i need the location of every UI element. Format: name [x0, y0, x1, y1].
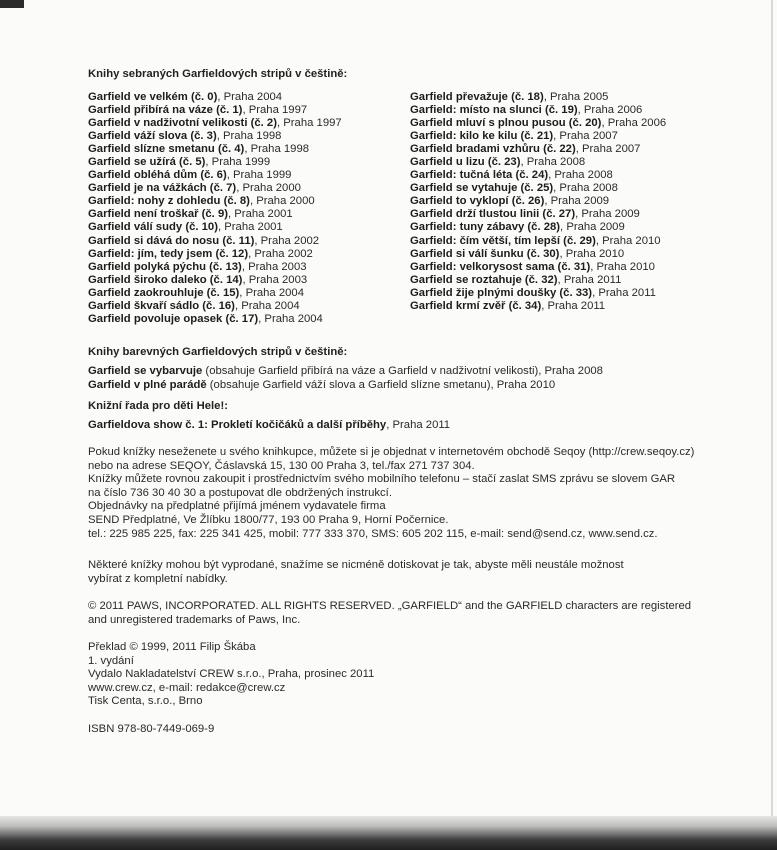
book-title: Garfield váží slova (č. 3)	[88, 130, 217, 143]
book-details: , Praha 2010	[590, 260, 655, 273]
book-title: Garfield polyká pýchu (č. 13)	[88, 260, 242, 273]
text-line: tel.: 225 985 225, fax: 225 341 425, mobil: 777 333 370, SMS: 605 202 115, e-mail: send@send.cz, www.send.cz.	[88, 527, 658, 540]
text-line: 1. vydání	[88, 654, 134, 667]
book-title: Garfield: čím větší, tím lepší (č. 29)	[410, 234, 596, 247]
book-entry	[88, 419, 450, 432]
book-details: , Praha 1998	[216, 130, 282, 143]
book-details: , Praha 1997	[242, 104, 308, 117]
book-entry	[88, 274, 342, 287]
book-entry	[410, 195, 666, 208]
book-entry	[88, 182, 342, 195]
book-title: Garfield se vytahuje (č. 25)	[410, 182, 554, 195]
book-details: , Praha 2011	[592, 286, 656, 299]
book-entry	[410, 169, 666, 182]
scan-edge-mark	[0, 0, 24, 8]
text-line: Pokud knížky neseženete u svého knihkupce, můžete si je objednat v internetovém obchodě Seqoy (http://crew.seqoy.cz)	[88, 446, 695, 458]
book-details: (obsahuje Garfield přibírá na váze a Garfield v nadživotní velikosti), Praha 2008	[202, 365, 603, 377]
book-details: , Praha 2004	[234, 299, 300, 312]
book-title: Garfield není troškař (č. 9)	[88, 208, 228, 221]
book-entry	[410, 143, 666, 156]
book-details: , Praha 2002	[254, 234, 320, 247]
book-details: , Praha 2011	[386, 419, 451, 431]
text-line: Tisk Centa, s.r.o., Brno	[88, 695, 203, 708]
book-details: , Praha 2009	[544, 195, 610, 208]
book-details: (obsahuje Garfield váží slova a Garfield slízne smetanu), Praha 2010	[206, 378, 556, 391]
text-line: Objednávky na předplatné přijímá jménem vydavatele firma	[88, 500, 386, 513]
book-details: , Praha 1999	[226, 169, 292, 182]
color-strips-list	[88, 365, 603, 392]
book-title: Garfield obléhá dům (č. 6)	[88, 169, 227, 182]
book-title: Garfield přibírá na váze (č. 1)	[88, 104, 243, 117]
book-details: , Praha 2003	[241, 260, 307, 273]
text-line: nebo na adrese SEQOY, Čáslavská 15, 130 00 Praha 3, tel./fax 271 737 304.	[88, 459, 475, 472]
book-entry	[88, 248, 342, 261]
book-details: , Praha 2000	[236, 182, 301, 195]
book-details: , Praha 2003	[242, 273, 308, 286]
book-entry	[88, 287, 342, 300]
book-entry	[88, 221, 342, 234]
book-entry	[410, 261, 666, 274]
book-details: , Praha 2008	[553, 182, 618, 195]
text-line: na číslo 736 30 40 30 a postupovat dle obdržených instrukcí.	[88, 486, 392, 499]
book-details: , Praha 1999	[205, 156, 271, 169]
text-line: Překlad © 1999, 2011 Filip Škába	[88, 641, 256, 653]
book-entry	[88, 156, 342, 169]
kids-list	[88, 419, 450, 432]
book-title: Garfield se roztahuje (č. 32)	[410, 273, 558, 286]
book-entry	[88, 130, 342, 143]
book-entry	[410, 117, 666, 130]
book-title: Garfield: jím, tedy jsem (č. 12)	[88, 247, 249, 260]
book-details: , Praha 2007	[575, 143, 641, 156]
book-entry	[410, 156, 666, 169]
book-entry	[88, 195, 342, 208]
book-details: , Praha 1997	[276, 117, 342, 130]
book-title: Garfield si dává do nosu (č. 11)	[88, 234, 255, 247]
book-entry	[410, 300, 666, 313]
book-entry	[88, 379, 603, 393]
book-entry	[88, 143, 342, 156]
book-entry	[88, 91, 342, 104]
text-line: Knížky můžete rovnou zakoupit i prostřednictvím svého mobilního telefonu – stačí zaslat SMS zprávu se slovem GAR	[88, 473, 676, 486]
book-details: , Praha 2008	[548, 169, 613, 182]
strips-heading: Knihy sebraných Garfieldových stripů v češtině:	[88, 68, 348, 80]
strips-list-right	[410, 91, 666, 313]
book-title: Garfield široko daleko (č. 14)	[88, 273, 243, 286]
book-details: , Praha 2001	[228, 208, 293, 221]
book-details: , Praha 2004	[239, 286, 304, 299]
book-details: , Praha 2004	[258, 312, 323, 325]
book-entry	[410, 182, 666, 195]
book-entry	[410, 287, 666, 300]
book-details: , Praha 2005	[543, 91, 609, 103]
book-title: Garfield: kilo ke kilu (č. 21)	[410, 130, 554, 143]
book-details: , Praha 2006	[601, 117, 667, 130]
book-details: , Praha 2011	[557, 273, 622, 286]
book-title: Garfield je na vážkách (č. 7)	[88, 182, 237, 195]
book-title: Garfield: tučná léta (č. 24)	[410, 169, 549, 182]
book-title: Garfield: místo na slunci (č. 19)	[410, 104, 578, 117]
book-title: Garfield: nohy z dohledu (č. 8)	[88, 195, 250, 208]
book-entry	[410, 274, 666, 287]
book-title: Garfield v plné parádě	[88, 378, 207, 391]
copyright-notice	[88, 600, 691, 627]
book-entry	[410, 248, 666, 261]
book-title: Garfield: tuny zábavy (č. 28)	[410, 221, 561, 234]
book-details: , Praha 2010	[559, 247, 625, 260]
book-title: Garfield mluví s plnou pusou (č. 20)	[410, 117, 602, 130]
book-title: Garfield žije plnými doušky (č. 33)	[410, 286, 593, 299]
text-line: Některé knížky mohou být vyprodané, snažíme se nicméně dotiskovat je tak, abyste měli neustále možnost	[88, 559, 624, 571]
book-title: Garfield drží tlustou linii (č. 27)	[410, 208, 576, 221]
color-strips-heading: Knihy barevných Garfieldových stripů v češtině:	[88, 346, 348, 358]
text-line: www.crew.cz, e-mail: redakce@crew.cz	[88, 681, 286, 694]
book-entry	[410, 221, 666, 234]
book-details: , Praha 2006	[577, 104, 643, 117]
book-title: Garfield zaokrouhluje (č. 15)	[88, 286, 240, 299]
book-entry	[410, 208, 666, 221]
book-details: , Praha 2007	[553, 130, 618, 143]
book-title: Garfield bradami vzhůru (č. 22)	[410, 143, 576, 156]
book-title: Garfield to vyklopí (č. 26)	[410, 195, 545, 208]
book-title: Garfield škvaří sádlo (č. 16)	[88, 299, 235, 312]
book-title: Garfield se užírá (č. 5)	[88, 156, 206, 169]
book-entry	[410, 91, 666, 104]
book-entry	[88, 104, 342, 117]
book-title: Garfieldova show č. 1: Prokletí kočičáků a další příběhy	[88, 419, 387, 431]
book-title: Garfield ve velkém (č. 0)	[88, 91, 218, 103]
imprint	[88, 641, 374, 709]
book-details: , Praha 2010	[595, 234, 661, 247]
book-title: Garfield v nadživotní velikosti (č. 2)	[88, 117, 277, 130]
book-details: , Praha 2000	[249, 195, 315, 208]
book-entry	[88, 365, 603, 379]
page-edge	[771, 0, 773, 820]
book-entry	[410, 235, 666, 248]
text-line: Vydalo Nakladatelství CREW s.r.o., Praha, prosinec 2011	[88, 668, 375, 681]
book-details: , Praha 2009	[575, 208, 640, 221]
book-entry	[88, 208, 342, 221]
book-details: , Praha 2011	[541, 299, 606, 312]
strips-list-left	[88, 91, 342, 326]
book-title: Garfield slízne smetanu (č. 4)	[88, 143, 245, 156]
kids-heading: Knižní řada pro děti Hele!:	[88, 400, 228, 412]
book-entry	[88, 300, 342, 313]
book-title: Garfield si válí šunku (č. 30)	[410, 247, 560, 260]
book-entry	[88, 261, 342, 274]
book-entry	[88, 235, 342, 248]
book-title: Garfield povoluje opasek (č. 17)	[88, 312, 259, 325]
book-details: , Praha 2004	[217, 91, 283, 103]
text-line: and unregistered trademarks of Paws, Inc.	[88, 613, 301, 626]
book-details: , Praha 2002	[248, 247, 313, 260]
book-title: Garfield u lizu (č. 23)	[410, 156, 521, 169]
soldout-note	[88, 559, 624, 586]
text-line: vybírat z kompletní nabídky.	[88, 572, 228, 585]
scan-bottom-shadow	[0, 816, 777, 850]
book-title: Garfield válí sudy (č. 10)	[88, 221, 218, 234]
book-entry	[88, 313, 342, 326]
book-details: , Praha 1998	[244, 143, 310, 156]
book-details: , Praha 2009	[560, 221, 625, 234]
book-title: Garfield se vybarvuje	[88, 365, 203, 377]
book-details: , Praha 2001	[217, 221, 283, 234]
isbn: ISBN 978-80-7449-069-9	[88, 723, 215, 735]
book-title: Garfield: velkorysost sama (č. 31)	[410, 260, 591, 273]
text-line: SEND Předplatné, Ve Žlíbku 1800/77, 193 00 Praha 9, Horní Počernice.	[88, 513, 449, 526]
book-details: , Praha 2008	[520, 156, 586, 169]
text-line: © 2011 PAWS, INCORPORATED. ALL RIGHTS RESERVED. „GARFIELD“ and the GARFIELD characters are registered	[88, 600, 692, 612]
ordering-info	[88, 446, 694, 541]
book-entry	[88, 117, 342, 130]
book-entry	[88, 169, 342, 182]
book-entry	[410, 104, 666, 117]
book-title: Garfield převažuje (č. 18)	[410, 91, 544, 103]
book-entry	[410, 130, 666, 143]
book-title: Garfield krmí zvěř (č. 34)	[410, 299, 542, 312]
